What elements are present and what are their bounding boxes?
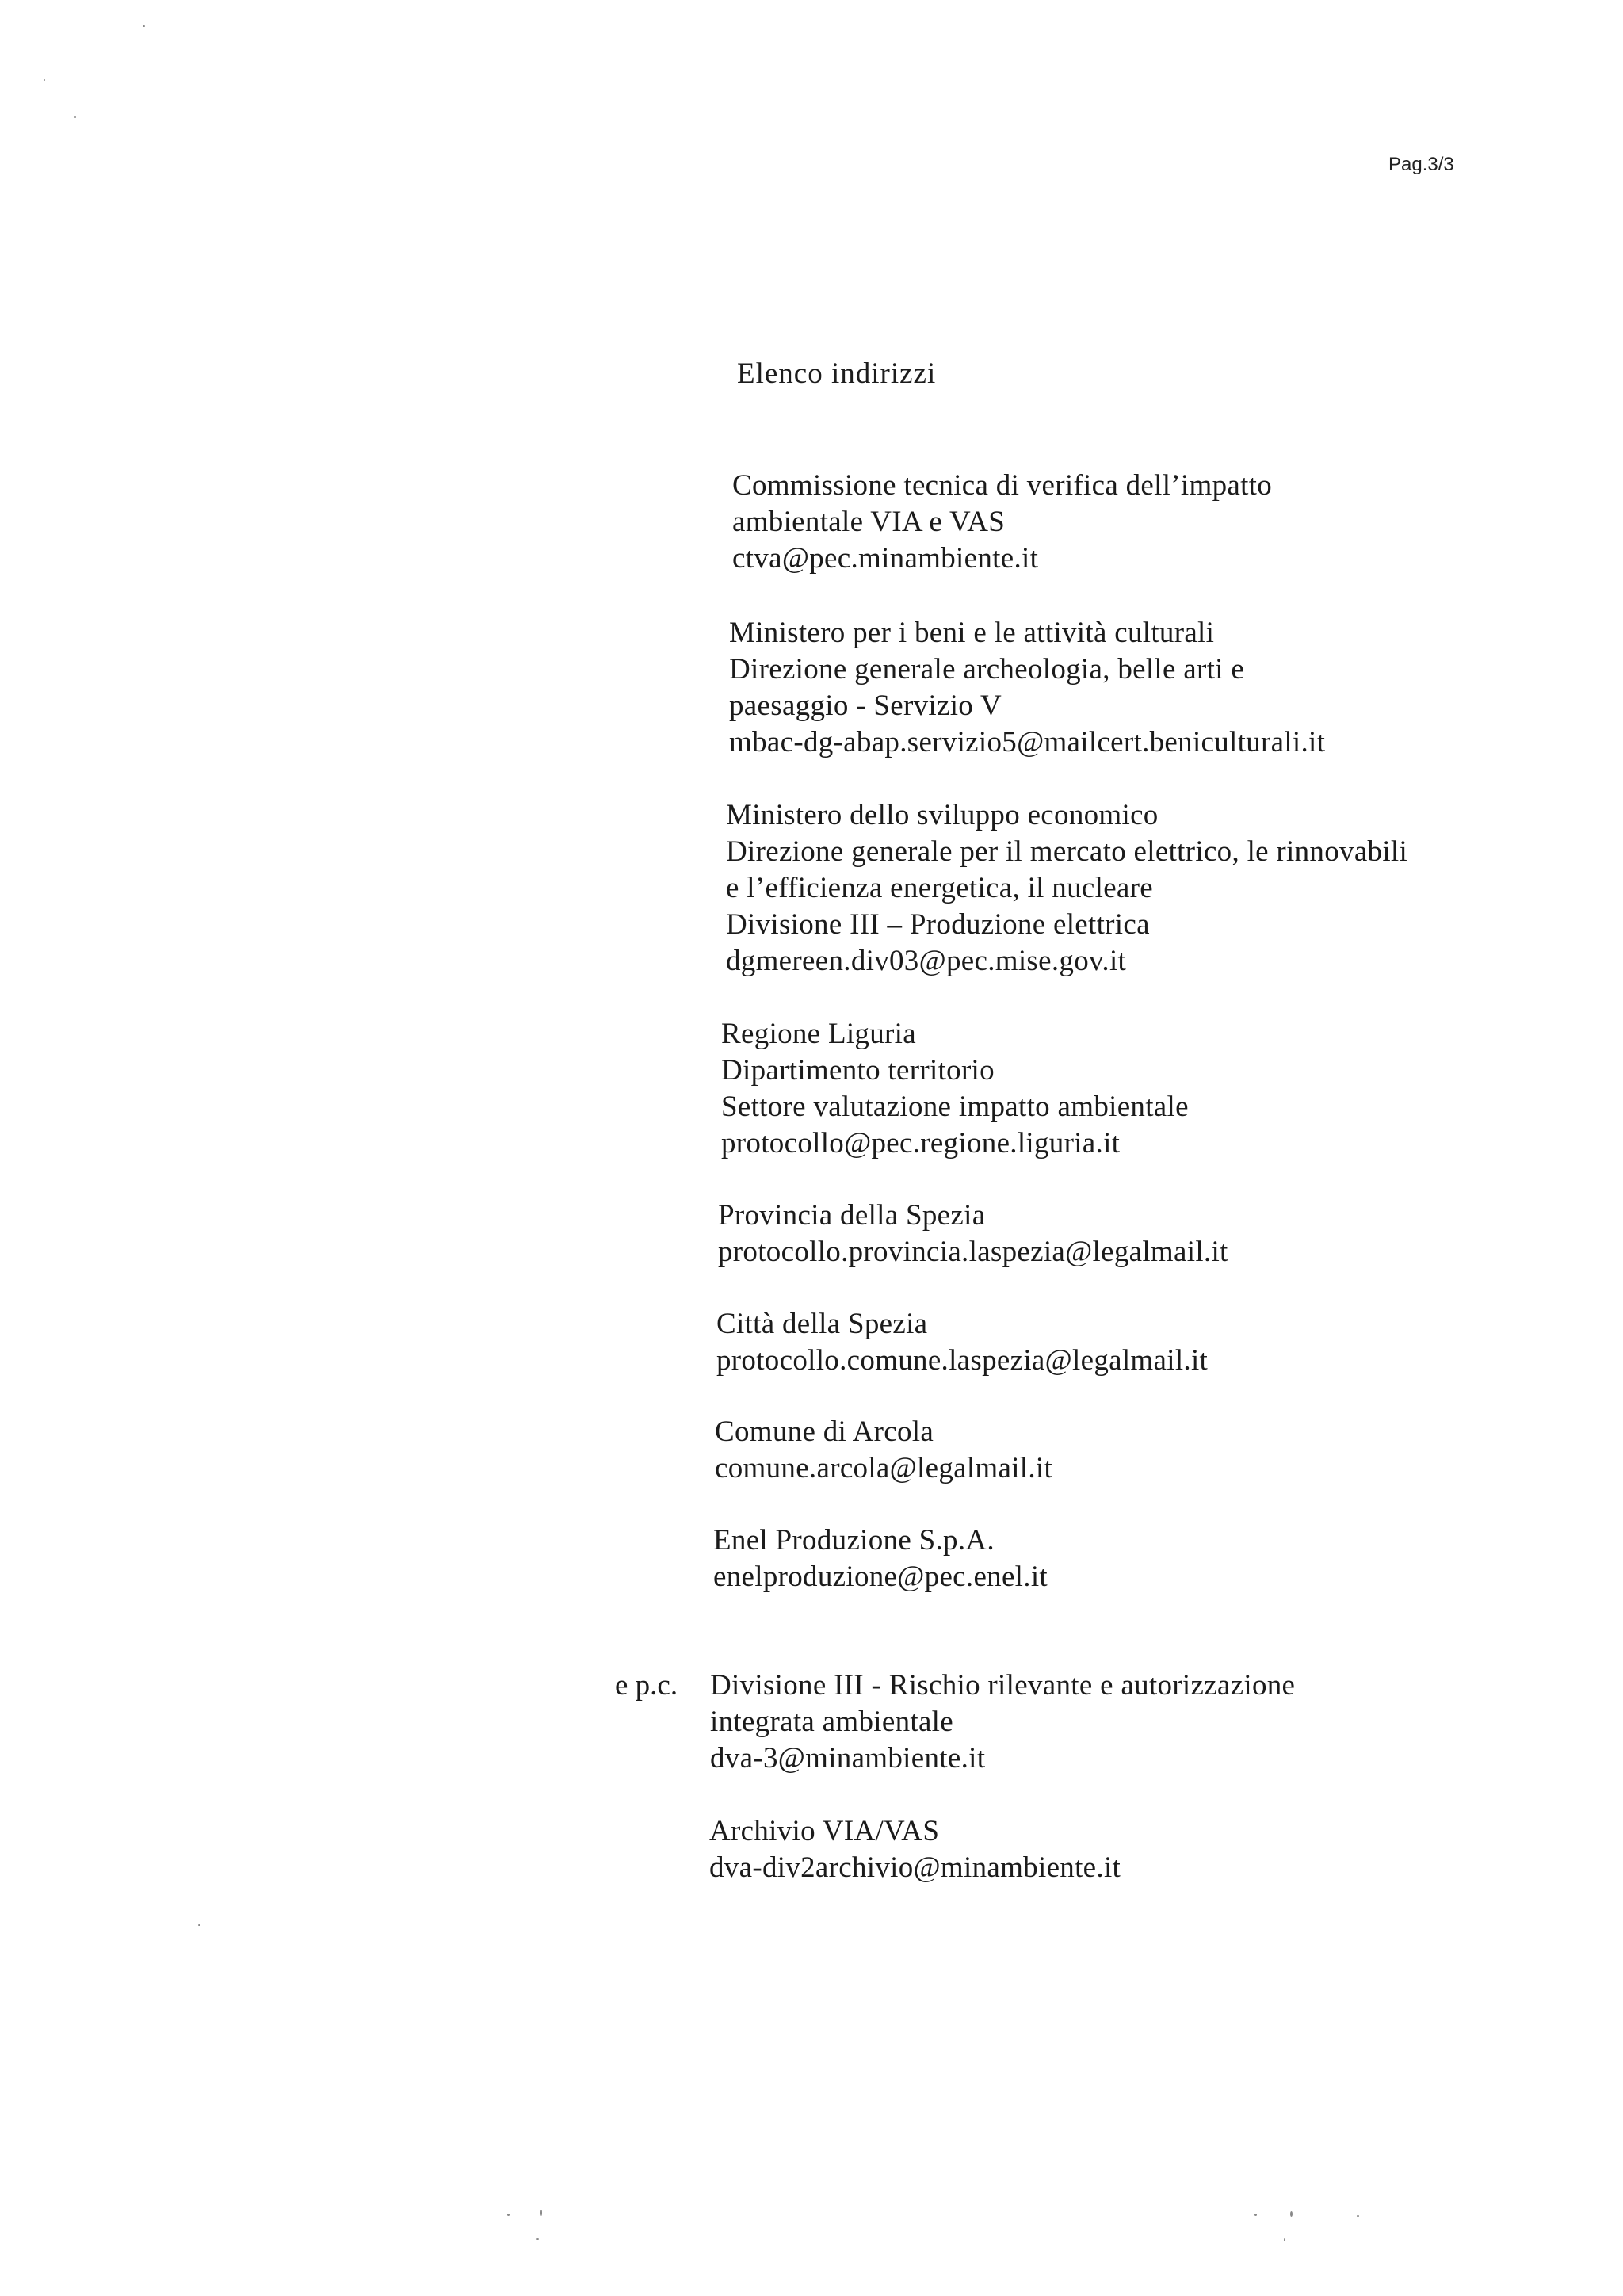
scan-speck [1357,2215,1359,2217]
recipient-line: Dipartimento territorio [721,1054,995,1087]
scan-speck [74,116,76,118]
recipient-email: comune.arcola@legalmail.it [715,1452,1053,1484]
recipient-email: mbac-dg-abap.servizio5@mailcert.beniculturali.it [729,726,1326,758]
recipient-line: Comune di Arcola [715,1415,934,1448]
recipient-email: dva-3@minambiente.it [710,1742,986,1775]
recipient-line: Ministero per i beni e le attività culturali [729,617,1215,649]
scan-speck [507,2214,510,2216]
scan-speck [198,1924,200,1926]
recipient-line: Città della Spezia [716,1308,928,1340]
recipient-line: Provincia della Spezia [718,1199,986,1232]
recipient-email: protocollo@pec.regione.liguria.it [721,1127,1121,1159]
recipient-regione-liguria [721,1016,1189,1162]
recipient-provincia-spezia [718,1198,1228,1270]
recipient-comune-arcola [715,1414,1052,1487]
recipient-citta-spezia [716,1306,1208,1379]
recipient-line: Direzione generale per il mercato elettrico, le rinnovabili [726,835,1408,868]
recipient-line: Ministero dello sviluppo economico [726,799,1159,831]
page-heading: Elenco indirizzi [737,357,937,390]
recipient-email: ctva@pec.minambiente.it [732,542,1039,575]
recipient-line: e l’efficienza energetica, il nucleare [726,872,1153,904]
recipient-email: enelproduzione@pec.enel.it [713,1561,1048,1593]
cc-recipient-archivio [709,1813,1121,1886]
recipient-enel [713,1522,1048,1595]
scan-speck [536,2238,539,2240]
recipient-mise [726,797,1407,980]
recipient-line: integrata ambientale [710,1706,953,1738]
recipient-line: Commissione tecnica di verifica dell’impatto [732,469,1273,502]
scan-speck [1254,2214,1257,2216]
recipient-ctva [732,468,1272,577]
page-number: Pag.3/3 [1388,154,1454,175]
scan-speck [540,2210,542,2216]
recipient-line: Regione Liguria [721,1018,916,1050]
cc-recipient-divisione-iii [710,1668,1295,1777]
recipient-email: protocollo.provincia.laspezia@legalmail.it [718,1236,1228,1268]
recipient-email: dva-div2archivio@minambiente.it [709,1851,1121,1884]
recipient-line: Divisione III - Rischio rilevante e autorizzazione [710,1669,1296,1702]
recipient-email: dgmereen.div03@pec.mise.gov.it [726,945,1127,977]
scan-speck [1284,2238,1285,2241]
recipient-line: Settore valutazione impatto ambientale [721,1091,1189,1123]
recipient-mibac [729,615,1325,761]
scan-speck [143,25,145,27]
scan-speck [1290,2211,1293,2217]
recipient-line: Archivio VIA/VAS [709,1815,940,1847]
scan-speck [44,79,45,81]
recipient-line: Enel Produzione S.p.A. [713,1524,995,1557]
recipient-line: Divisione III – Produzione elettrica [726,908,1150,941]
recipient-line: paesaggio - Servizio V [729,690,1002,722]
cc-label: e p.c. [615,1669,678,1702]
recipient-email: protocollo.comune.laspezia@legalmail.it [716,1344,1209,1377]
recipient-line: Direzione generale archeologia, belle arti e [729,653,1245,686]
recipient-line: ambientale VIA e VAS [732,506,1006,538]
